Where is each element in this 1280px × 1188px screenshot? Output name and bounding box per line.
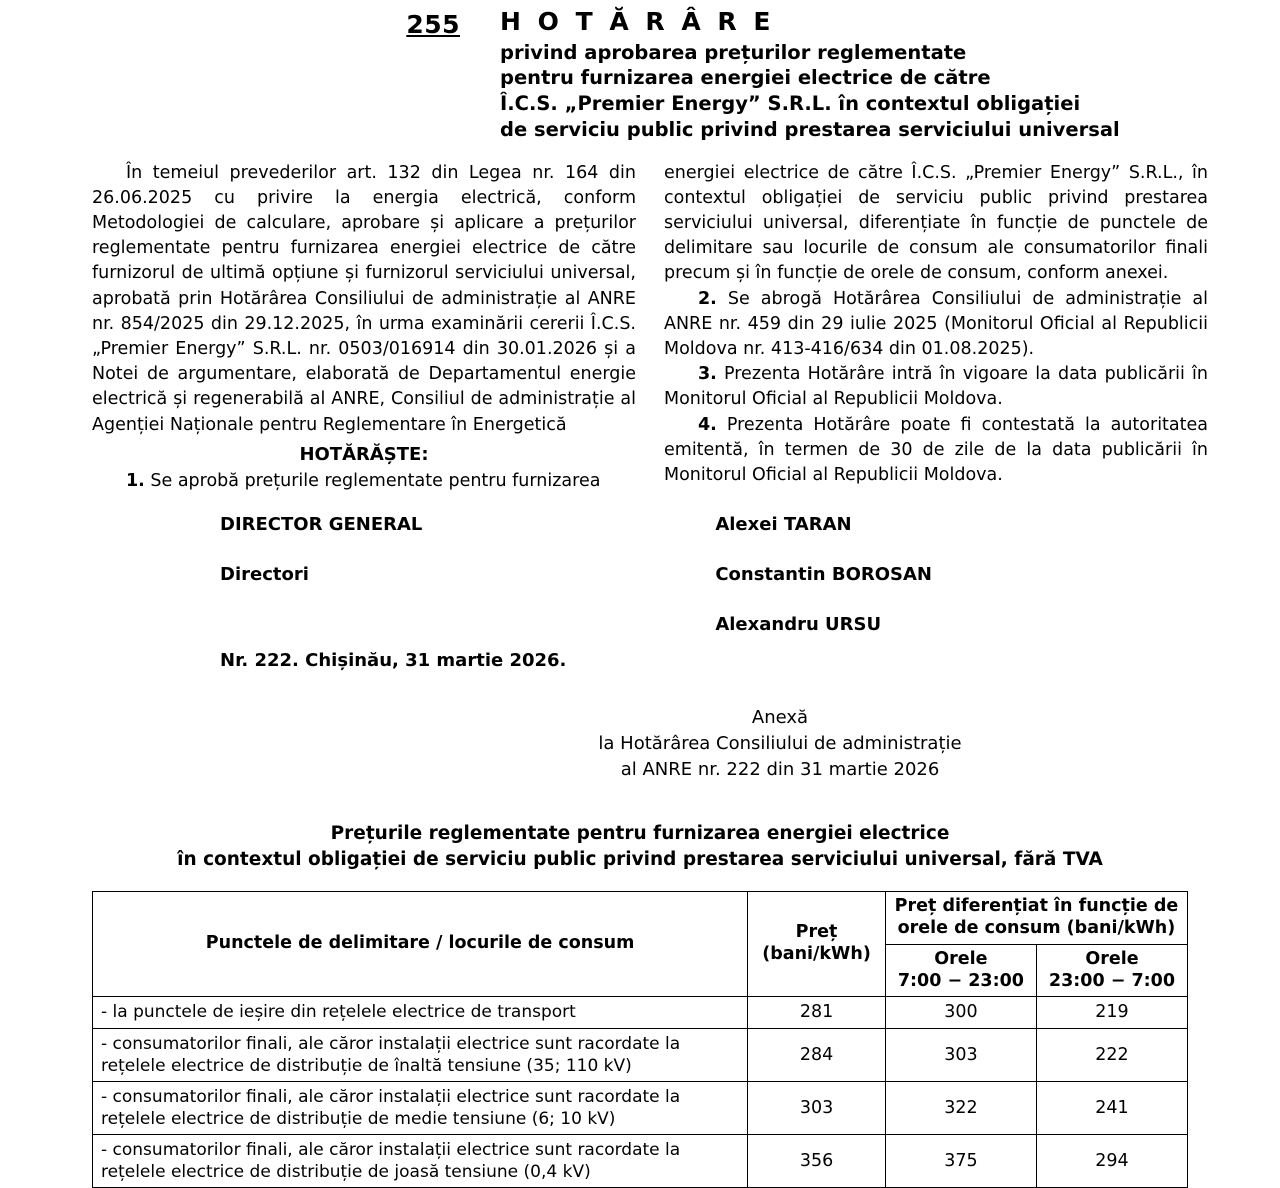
row-description: - la punctele de ieșire din rețelele electrice de transport (93, 997, 748, 1028)
row-price: 356 (748, 1134, 886, 1187)
annex-label: Anexă (751, 706, 809, 728)
rates-table-head (93, 891, 1188, 997)
column-header-differentiated (885, 891, 1187, 944)
signature-role-spacer (220, 614, 651, 636)
column-header-price-line-1: Preț (795, 922, 838, 943)
column-header-hours-day (885, 944, 1036, 997)
signature-name-2: Constantin BOROSAN (715, 563, 932, 585)
article-3 (664, 362, 1208, 412)
column-header-hours-night-line-1: Orele (1085, 948, 1139, 969)
signature-roles (92, 514, 651, 636)
article-2-text: Se abrogă Hotărârea Consiliului de administrație al ANRE nr. 459 din 29 iulie 2025 (Monitorul Oficial al Republicii Moldova nr. 413-416/634 din 01.08.2025). (664, 288, 1208, 359)
row-price-night: 219 (1036, 997, 1187, 1028)
document-subtitle-line-4: de serviciu public privind prestarea serviciului universal (500, 117, 1120, 141)
article-1 (92, 469, 636, 494)
decision-keyword: HOTĂRĂȘTE: (299, 443, 429, 465)
document-title-block (500, 8, 1280, 143)
signature-names (651, 514, 1208, 636)
table-row (93, 1081, 1188, 1134)
table-row (93, 1028, 1188, 1081)
column-header-differentiated-line-1: Preț diferențiat în funcție de (894, 895, 1179, 916)
signature-block (0, 514, 1280, 636)
row-price-night: 241 (1036, 1081, 1187, 1134)
article-3-text: Prezenta Hotărâre intră în vigoare la data publicării în Monitorul Oficial al Republicii Moldova. (664, 364, 1208, 410)
column-header-price-line-2: (bani/kWh) (762, 944, 871, 965)
article-4-number: 4. (698, 414, 717, 435)
article-2 (664, 287, 1208, 363)
preamble-paragraph: În temeiul prevederilor art. 132 din Legea nr. 164 din 26.06.2025 cu privire la energia electrică, conform Metodologiei de calculare, aprobare și aplicare a prețurilor reglementate pentru furnizarea energiei electrice de către furnizorul de ultimă opțiune și furnizorul serviciului universal, aprobată prin Hotărârea Consiliului de administrație al ANRE nr. 854/2025 din 29.12.2025, în urma examinării cererii Î.C.S. „Premier Energy” S.R.L. nr. 0503/016914 din 30.01.2026 și a Notei de argumentare, elaborată de Departamentul energie electrică și regenerabilă al ANRE, Consiliul de administrație al Agenției Naționale pentru Reglementare în Energetică (92, 162, 636, 435)
column-header-differentiated-line-2: orele de consum (bani/kWh) (897, 917, 1176, 938)
preamble-continuation: energiei electrice de către Î.C.S. „Premier Energy” S.R.L., în contextul obligației de serviciu public privind prestarea serviciului universal, diferențiate în funcție de punctele de delimitare sau locurile de consum ale consumatorilor finali precum și în funcție de orele de consum, conform anexei. (664, 162, 1208, 284)
column-header-description: Punctele de delimitare / locurile de consum (93, 891, 748, 997)
table-row (93, 1134, 1188, 1187)
column-header-price (748, 891, 886, 997)
article-4 (664, 413, 1208, 489)
column-header-hours-day-line-2: 7:00 − 23:00 (897, 970, 1024, 991)
document-reference: Nr. 222. Chișinău, 31 martie 2026. (220, 649, 567, 671)
table-row (93, 997, 1188, 1028)
table-header-row-1 (93, 891, 1188, 944)
annex-title-line-2: în contextul obligației de serviciu public privind prestarea serviciului universal, fără TVA (177, 849, 1103, 871)
column-header-hours-day-line-1: Orele (934, 948, 988, 969)
annex-title (0, 821, 1280, 873)
annex-title-line-1: Prețurile reglementate pentru furnizarea energiei electrice (330, 823, 950, 845)
signature-name-3: Alexandru URSU (715, 613, 882, 635)
document-subtitle-line-3: Î.C.S. „Premier Energy” S.R.L. în contextul obligației (500, 92, 1081, 116)
row-description: - consumatorilor finali, ale căror instalații electrice sunt racordate la rețelele electrice de distribuție de înaltă tensiune (35; 110 kV) (93, 1028, 748, 1081)
row-price: 284 (748, 1028, 886, 1081)
row-price-day: 322 (885, 1081, 1036, 1134)
row-price: 281 (748, 997, 886, 1028)
article-4-text: Prezenta Hotărâre poate fi contestată la autoritatea emitentă, în termen de 30 de zile de la data publicării în Monitorul Oficial al Republicii Moldova. (664, 414, 1208, 485)
column-header-hours-night-line-2: 23:00 − 7:00 (1048, 970, 1176, 991)
signature-role-director-general: DIRECTOR GENERAL (220, 513, 423, 535)
row-description: - consumatorilor finali, ale căror instalații electrice sunt racordate la rețelele electrice de distribuție de joasă tensiune (0,4 kV) (93, 1134, 748, 1187)
rates-table-wrapper (92, 891, 1188, 1188)
rates-table (92, 891, 1188, 1188)
document-number: 255 (406, 10, 460, 39)
document-subtitle-line-1: privind aprobarea prețurilor reglementate (500, 40, 967, 64)
row-price-night: 222 (1036, 1028, 1187, 1081)
annex-reference-line-2: al ANRE nr. 222 din 31 martie 2026 (620, 759, 940, 781)
article-2-number: 2. (698, 288, 717, 309)
signature-name-1: Alexei TARAN (715, 513, 852, 535)
signature-role-directors: Directori (220, 563, 309, 585)
article-3-number: 3. (698, 364, 717, 385)
row-price-night: 294 (1036, 1134, 1187, 1187)
left-column (92, 161, 636, 494)
annex-reference-line-1: la Hotărârea Consiliului de administrație (598, 732, 962, 754)
document-subtitle-line-2: pentru furnizarea energiei electrice de către (500, 66, 991, 90)
column-header-hours-night (1036, 944, 1187, 997)
article-1-text: Se aprobă prețurile reglementate pentru furnizarea (144, 470, 601, 491)
row-price-day: 375 (885, 1134, 1036, 1187)
right-column (664, 161, 1208, 494)
row-price-day: 300 (885, 997, 1036, 1028)
document-header (0, 0, 1280, 143)
article-1-number: 1. (126, 470, 145, 491)
body-columns (0, 161, 1280, 494)
rates-table-body (93, 997, 1188, 1188)
document-title: H O T Ă R Â R E (500, 7, 775, 36)
annex-reference (0, 705, 1280, 783)
row-price-day: 303 (885, 1028, 1036, 1081)
row-description: - consumatorilor finali, ale căror instalații electrice sunt racordate la rețelele electrice de distribuție de medie tensiune (6; 10 kV) (93, 1081, 748, 1134)
row-price: 303 (748, 1081, 886, 1134)
